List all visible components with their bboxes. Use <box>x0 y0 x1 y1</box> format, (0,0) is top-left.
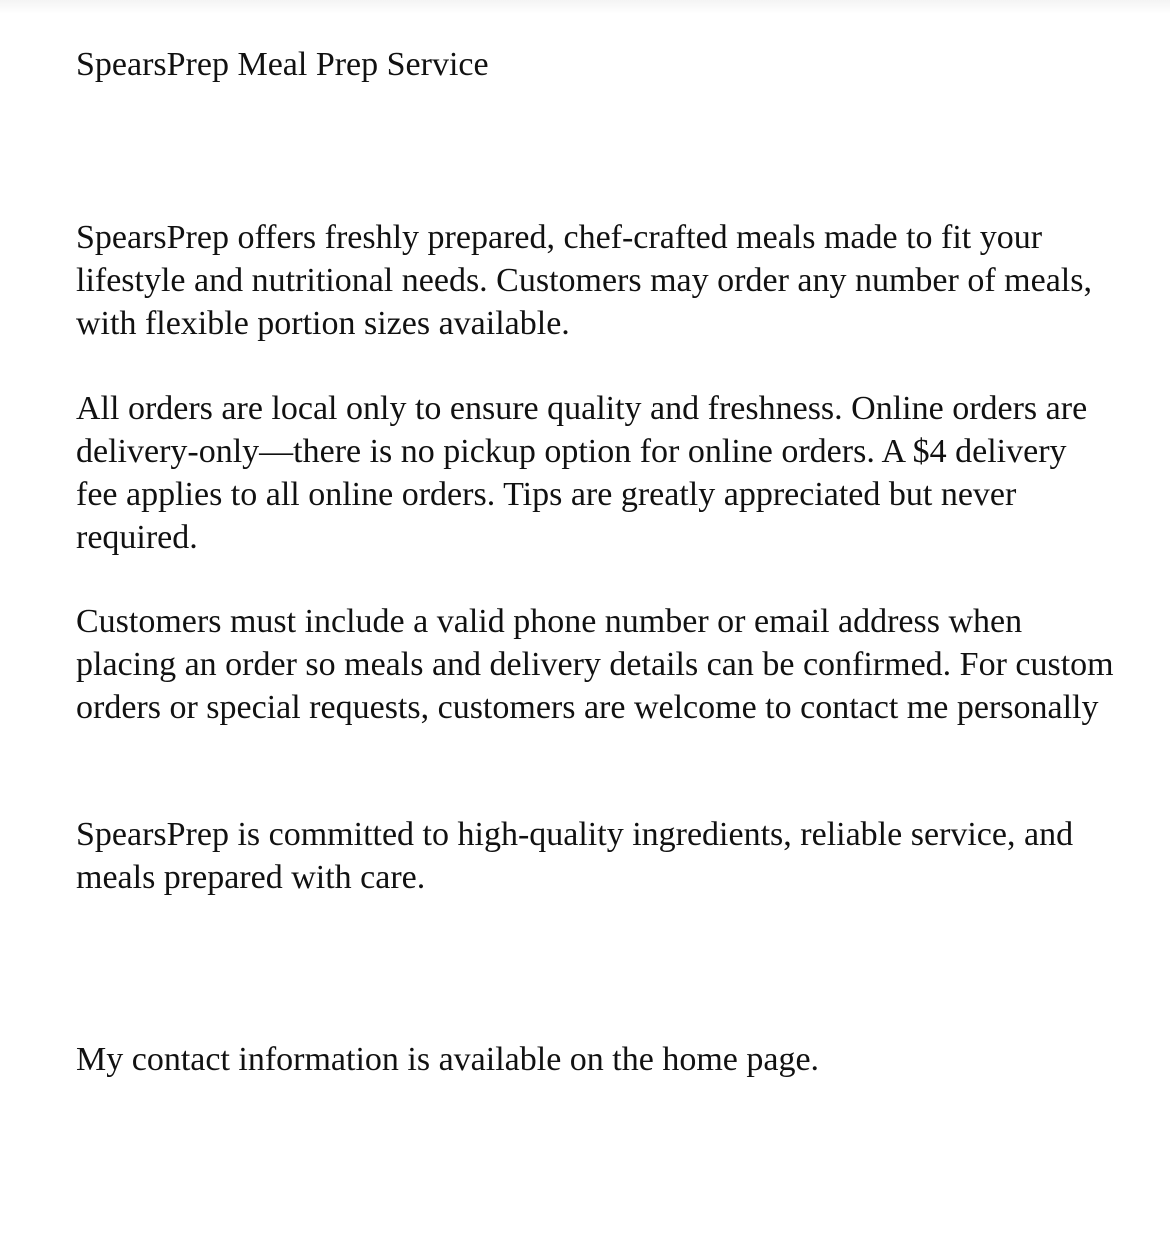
paragraph-commitment: SpearsPrep is committed to high-quality ingredients, reliable service, and meals prepared with care. <box>76 816 1074 896</box>
paragraph-intro: SpearsPrep offers freshly prepared, chef-crafted meals made to fit your lifestyle and nutritional needs. Customers may order any number of meals, with flexible portion sizes available. <box>76 219 1092 342</box>
top-edge-shadow <box>0 0 1170 14</box>
document-title: SpearsPrep Meal Prep Service <box>76 46 489 83</box>
paragraph-contact-requirements: Customers must include a valid phone number or email address when placing an order so meals and delivery details can be confirmed. For custom orders or special requests, customers are welcome to contact me personally <box>76 603 1114 726</box>
contact-info-note: My contact information is available on the home page. <box>76 1041 820 1078</box>
paragraph-ordering-policy: All orders are local only to ensure quality and freshness. Online orders are delivery-only—there is no pickup option for online orders. A $4 delivery fee applies to all online orders. Tips are greatly appreciated but never required. <box>76 390 1088 556</box>
